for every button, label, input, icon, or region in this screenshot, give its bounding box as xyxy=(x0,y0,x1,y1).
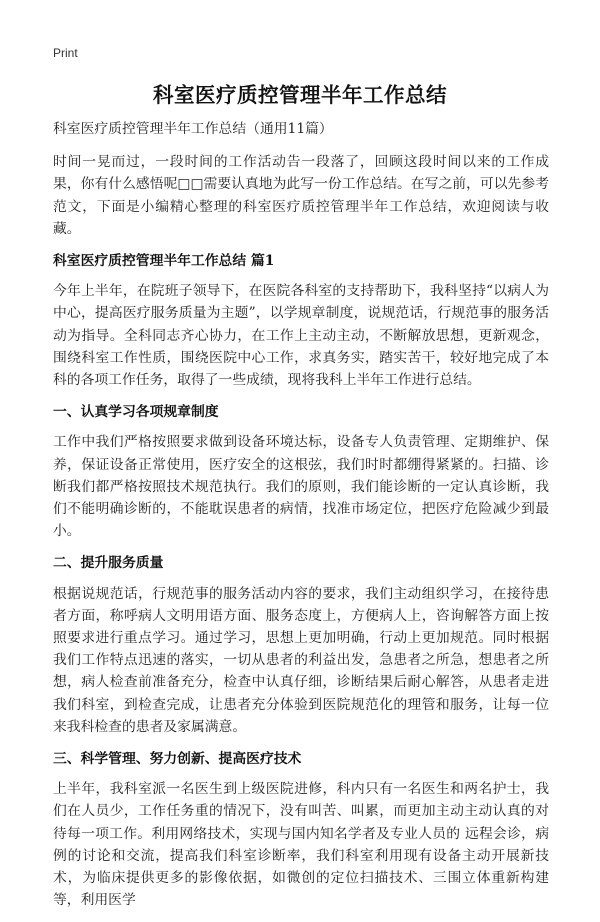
print-link[interactable]: Print xyxy=(53,46,78,60)
section-body-1: 工作中我们严格按照要求做到设备环境达标，设备专人负责管理、定期维护、保养，保证设备正常使用，医疗安全的这根弦，我们时时都绷得紧紧的。扫描、诊断我们都严格按照技术规范执行。我们的原则，我们能诊断的一定认真诊断，我们不能明确诊断的，不能耽误患者的病情，找准市场定位，把医疗危险减少到最小。 xyxy=(53,434,549,540)
section-heading-1: 一、认真学习各项规章制度 xyxy=(53,404,219,421)
document-body xyxy=(53,118,549,922)
intro-paragraph: 时间一晃而过，一段时间的工作活动告一段落了，回顾这段时间以来的工作成果，你有什么感悟呢□□需要认真地为此写一份工作总结。在写之前，可以先参考范文，下面是小编精心整理的科室医疗质控管理半年工作总结，欢迎阅读与收藏。 xyxy=(53,154,549,237)
section-heading-2: 二、提升服务质量 xyxy=(53,555,164,572)
section-body-2: 根据说规范话，行规范事的服务活动内容的要求，我们主动组织学习，在接待患者方面，称呼病人文明用语方面、服务态度上，方便病人上，咨询解答方面上按照要求进行重点学习。通过学习，思想上更加明确，行动上更加规范。同时根据我们工作特点迅速的落实，一切从患者的利益出发，急患者之所急，想患者之所想，病人检查前准备充分，检查中认真仔细，诊断结果后耐心解答，从患者走进我们科室，到检查完成，让患者充分体验到医院规范化的理管和服务，让每一位来我科检查的患者及家属满意。 xyxy=(53,585,549,735)
document-title: 科室医疗质控管理半年工作总结 xyxy=(153,83,447,107)
document-subtitle: 科室医疗质控管理半年工作总结（通用11篇） xyxy=(53,121,333,137)
section-body-3: 上半年，我科室派一名医生到上级医院进修，科内只有一名医生和两名护士，我们在人员少，工作任务重的情况下，没有叫苦、叫累，而更加主动主动认真的对待每一项工作。利用网络技术，实现与国内知名学者及专业人员的 远程会诊，病例的讨论和交流，提高我们科室诊断率，我们科室利用现有设备主动开展新技术，为临床提供更多的影像依据，如微创的定位扫描技术、三围立体重新构建等，利用医学 xyxy=(53,781,549,909)
article-heading: 科室医疗质控管理半年工作总结 篇1 xyxy=(53,253,275,270)
article-intro-paragraph: 今年上半年，在院班子领导下，在医院各科室的支持帮助下，我科坚持“以病人为中心，提高医疗服务质量为主题”，以学规章制度，说规范话，行规范事的服务活动为指导。全科同志齐心协力，在工作上主动主动，不断解放思想，更新观念，围绕科室工作性质，围绕医院中心工作，求真务实，踏实苦干，较好地完成了本科的各项工作任务，取得了一些成绩，现将我科上半年工作进行总结。 xyxy=(53,283,549,389)
section-heading-3: 三、科学管理、努力创新、提高医疗技术 xyxy=(53,751,302,768)
